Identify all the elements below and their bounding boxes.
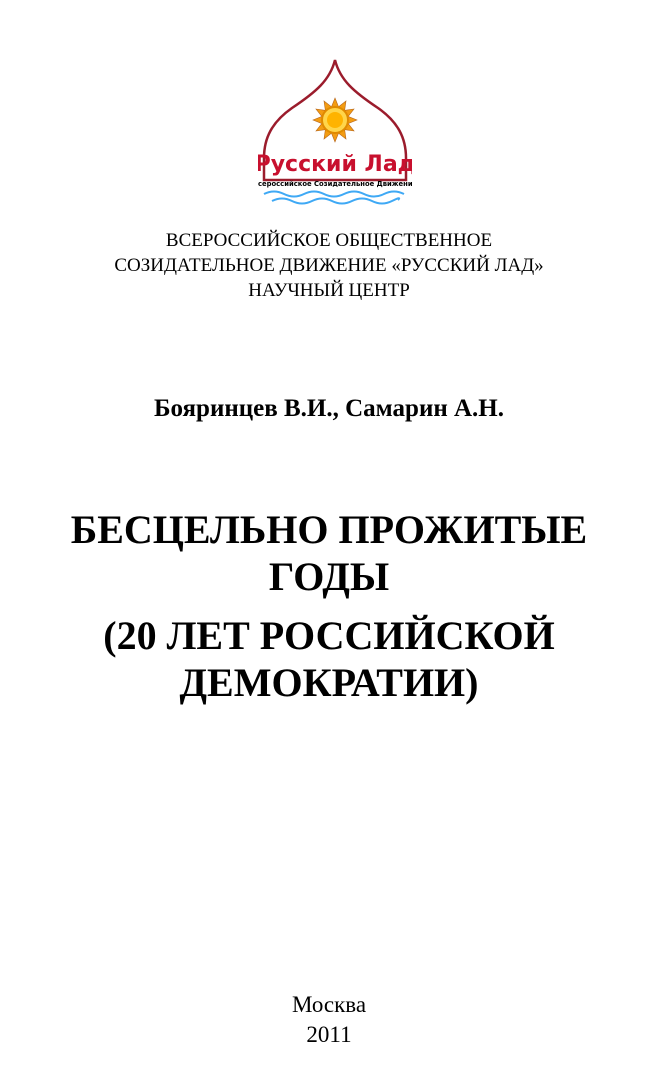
logo-brand-name: Русский Лад: [258, 152, 412, 177]
book-title: [0, 506, 658, 706]
organization-line-1: ВСЕРОССИЙСКОЕ ОБЩЕСТВЕННОЕ: [165, 230, 493, 251]
title-line-2: ГОДЫ: [268, 554, 390, 599]
subtitle-line-2: ДЕМОКРАТИИ): [179, 660, 479, 705]
dome-logo-graphic: [258, 58, 412, 210]
imprint: [0, 990, 658, 1050]
russkiy-lad-logo: [258, 58, 412, 210]
subtitle-line-1: (20 ЛЕТ РОССИЙСКОЙ: [103, 613, 555, 658]
organization-line-3: НАУЧНЫЙ ЦЕНТР: [248, 280, 410, 301]
water-waves-icon: [264, 192, 404, 204]
organization-line-2: СОЗИДАТЕЛЬНОЕ ДВИЖЕНИЕ «РУССКИЙ ЛАД»: [114, 255, 544, 276]
sun-icon: [313, 98, 357, 142]
logo-tagline: Всероссийское Созидательное Движение: [258, 180, 412, 188]
authors: Бояринцев В.И., Самарин А.Н.: [153, 395, 505, 422]
organization-heading: [0, 228, 658, 303]
imprint-year: 2011: [306, 1022, 352, 1047]
imprint-city: Москва: [291, 992, 367, 1017]
title-line-1: БЕСЦЕЛЬНО ПРОЖИТЫЕ: [70, 507, 588, 552]
